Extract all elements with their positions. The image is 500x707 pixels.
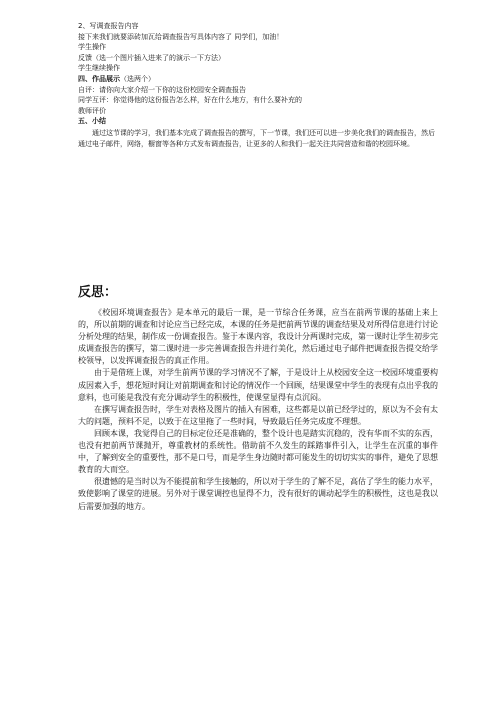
reflection-title: 反思： (78, 285, 118, 300)
reflection-paragraph-1: 《校园环境调查报告》是本单元的最后一课，是一节综合任务课，应当在前两节课的基础上来上的，所以前期的调查和讨论应当已经完成，本课的任务是把前两节课的调查结果及对所得信息进行讨论分析处理的结果，制作成一份调查报告。鉴于本课内容，我设计分两课时完成，第一课时让学生初步完成调查报告的撰写，第二课时进一步完善调查报告并进行美化，然后通过电子邮件把调查报告提交给学校领导，以发挥调查报告的真正作用。 (78, 308, 438, 366)
section-showcase-note: （选两个） (120, 74, 155, 83)
student-operation: 学生操作 (78, 43, 106, 52)
reflection-paragraph-4: 回顾本课，我觉得自己的目标定位还是准确的，整个设计也是踏实沉稳的，没有华而不实的东西，也没有把前两节课抛开，尊重教材的系统性。借助前不久发生的踩踏事件引入，让学生在沉重的事件中，了解到安全的重要性，那不是口号，而是学生身边随时都可能发生的切切实实的事件，避免了思想教育的大而空。 (78, 428, 438, 475)
instruction-text: 接下来我们就要添砖加瓦给调查报告写具体内容了 同学们，加油！ (78, 32, 284, 41)
step-heading-write-content: 2、写调查报告内容 (78, 22, 139, 30)
reflection-paragraph-3: 在撰写调查报告时，学生对表格及图片的插入有困难，这些都是以前已经学过的，原以为不会有太大的问题，预料不足，以致于在这里拖了一些时间，导致最后任务完成度不理想。 (78, 404, 438, 426)
reflection-paragraph-2: 由于是借班上课，对学生前两节课的学习情况不了解，于是设计上从校园安全这一校园环境重要构成因素入手，想花短时间让对前期调查和讨论的情况作一个回顾，结果课堂中学生的表现有点出乎我的意料，也可能是我没有充分调动学生的积极性，使课堂显得有点沉闷。 (78, 368, 438, 402)
section-showcase-title: 四、作品展示 (78, 74, 120, 83)
peer-evaluation: 同学互评：你觉得他的这份报告怎么样，好在什么地方，有什么要补充的 (78, 96, 302, 105)
student-continue: 学生继续操作 (78, 64, 120, 73)
reflection-section (78, 285, 438, 513)
section-showcase-heading (78, 74, 438, 85)
reflection-paragraph-5: 很遗憾的是当时以为不能提前和学生接触的，所以对于学生的了解不足，高估了学生的能力水平，致使影响了课堂的进展。另外对于课堂调控也显得不力，没有很好的调动起学生的积极性，这也是我以后需要加强的地方。 (78, 477, 438, 511)
teacher-evaluation: 教师评价 (78, 106, 106, 115)
section-summary-heading: 五、小结 (78, 117, 106, 126)
feedback-text: 反馈（选一个图片插入进来了的演示一下方法） (78, 53, 225, 62)
summary-paragraph: 通过这节课的学习，我们基本完成了调查报告的撰写，下一节课，我们还可以进一步美化我们的调查报告，然后通过电子邮件，网络，橱窗等各种方式发布调查报告，让更多的人和我们一起关注共同营造和谐的校园环境。 (78, 128, 435, 148)
self-evaluation: 自评：请你向大家介绍一下你的这份校园安全调查报告 (78, 85, 246, 94)
lesson-steps (78, 21, 438, 149)
